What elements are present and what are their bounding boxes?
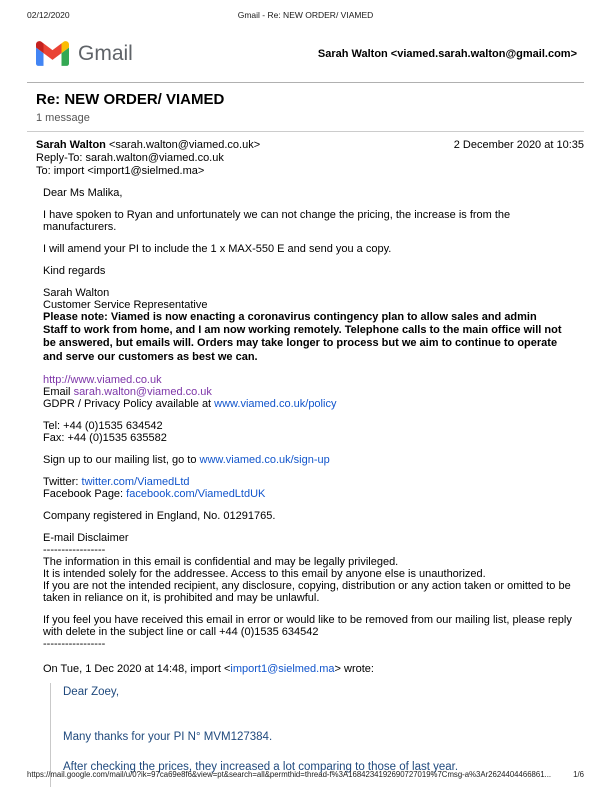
print-title: Gmail - Re: NEW ORDER/ VIAMED [237, 10, 374, 20]
tel-line: Tel: +44 (0)1535 634542 [43, 419, 163, 432]
signature-name: Sarah Walton [43, 287, 110, 299]
signature-title: Customer Service Representative [43, 299, 208, 311]
disclaimer-line: It is intended solely for the addressee. Access to this email by anyone else is unauthorized. [43, 567, 486, 580]
to-field: To: import <import1@sielmed.ma> [36, 165, 205, 177]
from-field [36, 139, 260, 152]
divider-dashes: ----------------- [43, 637, 106, 650]
fax-line: Fax: +44 (0)1535 635582 [43, 431, 167, 444]
gmail-wordmark: Gmail [78, 41, 133, 65]
quote-blank [63, 745, 584, 760]
disclaimer-title: E-mail Disclaimer [43, 531, 129, 544]
gmail-logo [36, 41, 133, 66]
disclaimer-line: If you feel you have received this email in error or would like to be removed from our mailing list, please reply with delete in the subject line or call +44 (0)1535 634542 [43, 613, 572, 638]
print-footer [27, 770, 584, 779]
facebook-link[interactable]: facebook.com/ViamedLtdUK [126, 487, 266, 500]
signup-link[interactable]: www.viamed.co.uk/sign-up [199, 453, 330, 466]
facebook-label: Facebook Page: [43, 487, 127, 500]
quote-attribution [43, 663, 584, 675]
signup-label: Sign up to our mailing list, go to [43, 453, 200, 466]
from-email: <sarah.walton@viamed.co.uk> [105, 139, 261, 151]
reply-to-field: Reply-To: sarah.walton@viamed.co.uk [36, 152, 224, 164]
company-registration: Company registered in England, No. 01291765. [43, 509, 276, 522]
gdpr-label: GDPR / Privacy Policy available at [43, 397, 215, 410]
quote-greeting: Dear Zoey, [63, 685, 120, 698]
message-body [27, 178, 584, 787]
quote-blank [63, 700, 584, 715]
gmail-m-icon [36, 41, 69, 66]
from-row [36, 139, 584, 152]
disclaimer-line: If you are not the intended recipient, any disclosure, copying, distribution or any action taken or omitted to be taken in reliance on it, is prohibited and may be unlawful. [43, 579, 571, 604]
print-footer-url: https://mail.google.com/mail/u/0?ik=97ca69e8f6&view=pt&search=all&permthid=thread-f%3A1684234192690727019%7Cmsg-a%3Ar2624404466861... [27, 770, 552, 779]
divider-dashes: ----------------- [43, 543, 106, 556]
paragraph: I have spoken to Ryan and unfortunately we can not change the pricing, the increase is from the manufacturers. [43, 209, 511, 233]
paragraph: I will amend your PI to include the 1 x MAX-550 E and send you a copy. [43, 243, 392, 255]
quoted-sender-link[interactable]: import1@sielmed.ma [230, 662, 335, 675]
from-name: Sarah Walton [36, 139, 106, 151]
quote-blank [63, 715, 584, 730]
twitter-link[interactable]: twitter.com/ViamedLtd [81, 475, 190, 488]
closing: Kind regards [43, 265, 106, 277]
email-subject: Re: NEW ORDER/ VIAMED [36, 91, 225, 108]
message-header [27, 132, 584, 178]
website-link[interactable]: http://www.viamed.co.uk [43, 373, 162, 386]
gmail-masthead [36, 41, 577, 66]
page-number: 1/6 [573, 770, 584, 779]
disclaimer-line: The information in this email is confidential and may be legally privileged. [43, 555, 399, 568]
email-content [27, 82, 584, 787]
email-label: Email [43, 385, 74, 398]
email-link[interactable]: sarah.walton@viamed.co.uk [73, 385, 212, 398]
quote-attribution-text: On Tue, 1 Dec 2020 at 14:48, import < [43, 662, 231, 675]
covid-notice: Please note: Viamed is now enacting a coronavirus contingency plan to allow sales and admin Staff to work from home, and I am now working remotely. Telephone calls to the main office will not be answered, but emails will. Orders may take longer to process but we aim to continue to operate and serve our customers as best we can. [43, 311, 562, 363]
print-header [27, 10, 584, 21]
print-date: 02/12/2020 [27, 10, 70, 20]
thread-header [27, 82, 584, 132]
message-date: 2 December 2020 at 10:35 [453, 139, 584, 151]
gdpr-policy-link[interactable]: www.viamed.co.uk/policy [214, 397, 337, 410]
quote-line: Many thanks for your PI N° MVM127384. [63, 730, 273, 743]
quote-attribution-suffix: > wrote: [334, 662, 374, 675]
message-count: 1 message [36, 112, 90, 124]
greeting: Dear Ms Malika, [43, 187, 123, 199]
quote-line: After checking the prices, they increased a lot comparing to those of last year. [63, 760, 459, 773]
account-owner: Sarah Walton <viamed.sarah.walton@gmail.com> [317, 47, 577, 60]
twitter-label: Twitter: [43, 475, 82, 488]
